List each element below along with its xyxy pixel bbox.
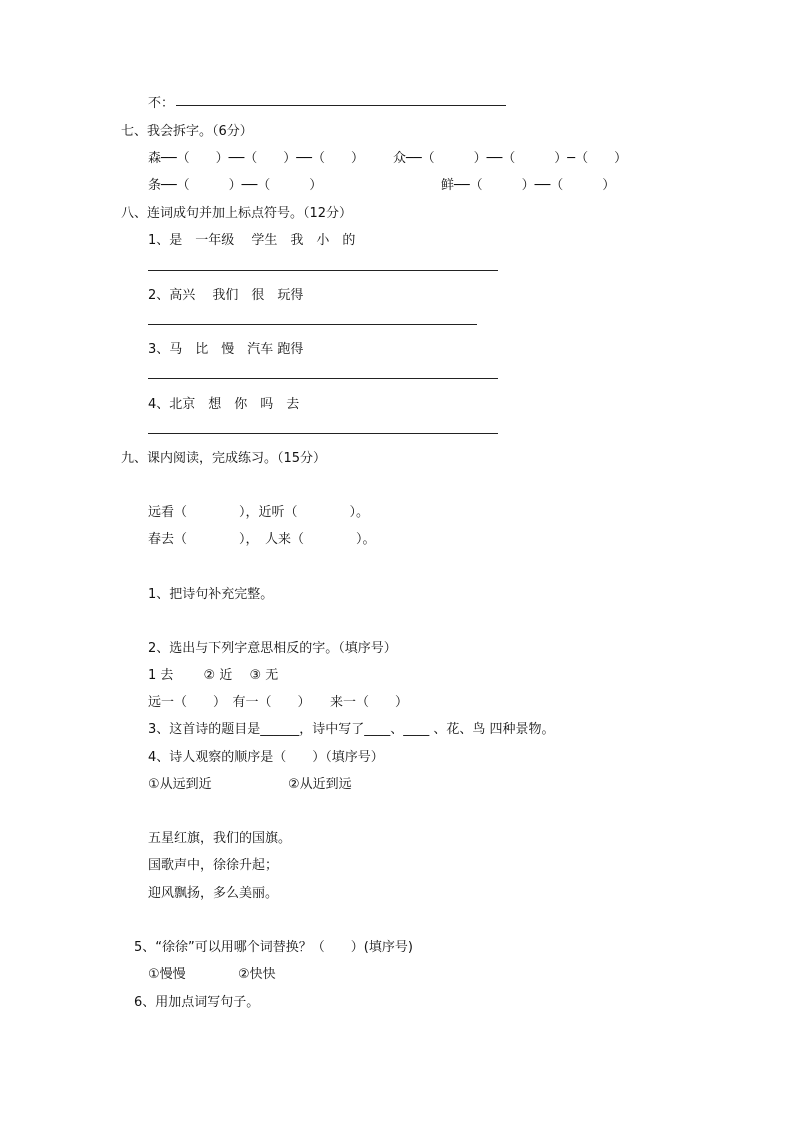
question-2: 2、选出与下列字意思相反的字。（填序号）	[148, 641, 397, 656]
sentence-answer-line-2[interactable]	[148, 324, 477, 325]
split-row-1-right: 众──（ ）──（ ）─（ ）	[393, 151, 628, 166]
poem2-line-3: 迎风飘扬，多么美丽。	[148, 886, 279, 901]
poem-line-2: 春去（ ）， 人来（ ）。	[148, 532, 376, 547]
question-2-options: 1 去 ② 近 ③ 无	[148, 668, 279, 683]
split-row-2-right: 鲜──（ ）──（ ）	[441, 178, 616, 193]
question-2-pairs: 远一（ ） 有一（ ） 来一（ ）	[148, 695, 409, 710]
poem-line-1: 远看（ ），近听（ ）。	[148, 505, 370, 520]
sentence-item-3: 3、马 比 慢 汽车 跑得	[148, 342, 304, 357]
question-4-option-1: ①从远到近	[148, 777, 212, 792]
poem2-line-1: 五星红旗，我们的国旗。	[148, 831, 292, 846]
question-6: 6、用加点词写句子。	[134, 995, 260, 1010]
section-7-title: 七、我会拆字。（6分）	[121, 124, 253, 139]
split-row-2-left: 条──（ ）──（ ）	[148, 178, 323, 193]
question-4-option-2: ②从近到远	[288, 777, 352, 792]
sentence-item-2: 2、高兴 我们 很 玩得	[148, 288, 304, 303]
sentence-answer-line-4[interactable]	[148, 433, 498, 434]
question-1: 1、把诗句补充完整。	[148, 587, 274, 602]
question-3: 3、这首诗的题目是______，诗中写了____、____ 、花、鸟 四种景物。	[148, 722, 555, 737]
section-8-title: 八、连词成句并加上标点符号。（12分）	[121, 206, 353, 221]
sentence-item-4: 4、北京 想 你 吗 去	[148, 397, 300, 412]
question-4: 4、诗人观察的顺序是（ ）（填序号）	[148, 750, 384, 765]
question-5-option-1: ①慢慢	[148, 967, 186, 982]
question-5-option-2: ②快快	[238, 967, 276, 982]
bu-label: 不：	[148, 96, 175, 111]
sentence-item-1: 1、是 一年级 学生 我 小 的	[148, 233, 356, 248]
sentence-answer-line-1[interactable]	[148, 270, 498, 271]
question-5: 5、“徐徐”可以用哪个词替换？（ ）(填序号)	[134, 940, 413, 955]
poem2-line-2: 国歌声中，徐徐升起；	[148, 858, 279, 873]
bu-answer-line	[176, 105, 506, 106]
sentence-answer-line-3[interactable]	[148, 378, 498, 379]
section-9-title: 九、课内阅读，完成练习。（15分）	[121, 451, 327, 466]
split-row-1-left: 森──（ ）──（ ）──（ ）	[148, 151, 364, 166]
